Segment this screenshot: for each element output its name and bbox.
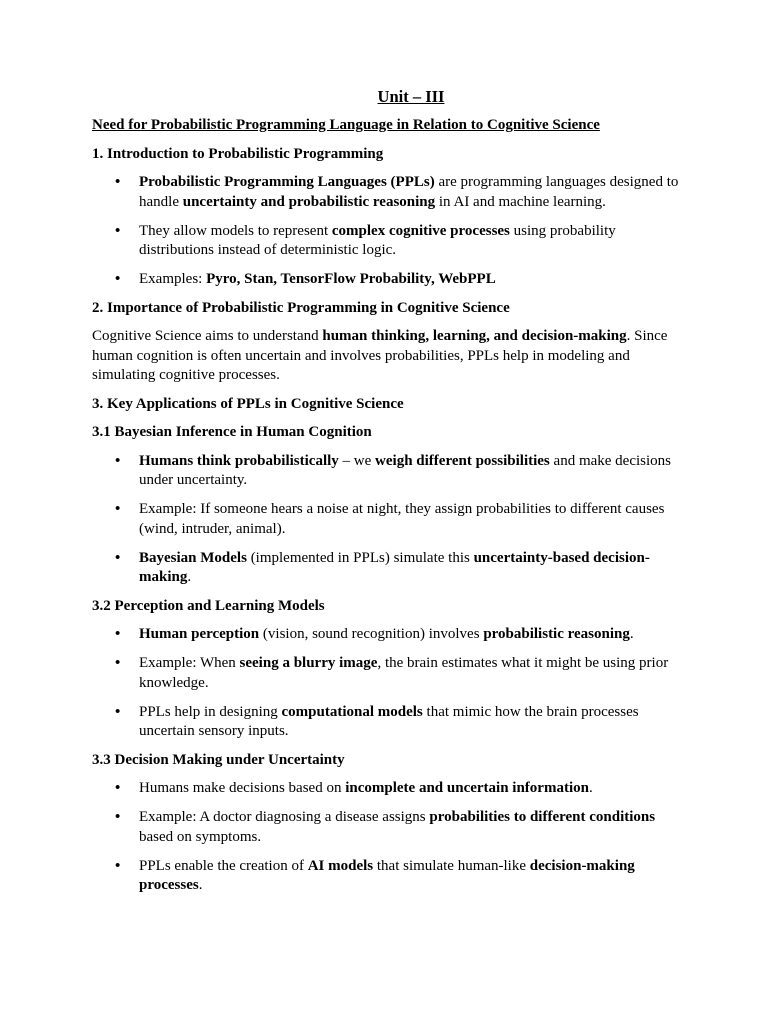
text-run: in AI and machine learning. bbox=[435, 193, 606, 210]
text-run: PPLs help in designing bbox=[139, 703, 282, 720]
bold-text: seeing a blurry image bbox=[239, 655, 378, 671]
text-run: They allow models to represent bbox=[139, 222, 332, 239]
bullet-list bbox=[92, 779, 682, 896]
list-item bbox=[92, 703, 682, 742]
text-run: Example: When bbox=[139, 655, 240, 671]
bold-text: probabilities to different conditions bbox=[429, 809, 656, 825]
bullet-list bbox=[92, 625, 682, 742]
text-run: . Since human cognition is often uncertain and involves probabilities, PPLs help in modeling and simulating cognitive processes. bbox=[92, 328, 668, 383]
bold-text: Probabilistic Programming Languages (PPLs) bbox=[139, 174, 435, 190]
text-run: Example: If someone hears a noise at night, they assign probabilities to different causes (wind, intruder, animal). bbox=[139, 501, 665, 537]
list-item bbox=[92, 500, 682, 539]
list-item bbox=[92, 857, 682, 896]
bold-text: Bayesian Models bbox=[139, 549, 247, 566]
text-run: Cognitive Science aims to understand bbox=[92, 328, 323, 344]
text-run: . bbox=[187, 569, 192, 585]
bullet-icon: • bbox=[115, 549, 121, 566]
text-run: that mimic how the brain processes uncertain sensory inputs. bbox=[139, 703, 639, 739]
list-item bbox=[92, 625, 682, 645]
section-heading: 3.3 Decision Making under Uncertainty bbox=[92, 751, 345, 768]
bold-text: probabilistic reasoning bbox=[483, 626, 630, 642]
bullet-icon: • bbox=[115, 703, 121, 720]
text-run: are programming languages designed to handle bbox=[139, 174, 679, 210]
text-run: – we bbox=[338, 452, 376, 469]
bold-text: Human perception bbox=[139, 626, 260, 642]
bullet-icon: • bbox=[115, 452, 121, 469]
section-paragraph bbox=[92, 327, 682, 386]
list-item bbox=[92, 808, 682, 847]
bold-text: AI models bbox=[307, 857, 374, 874]
text-run: based on symptoms. bbox=[139, 828, 262, 845]
bullet-icon: • bbox=[115, 655, 121, 671]
bold-text: uncertainty and probabilistic reasoning bbox=[182, 193, 436, 210]
bullet-icon: • bbox=[115, 501, 121, 517]
text-run: Humans make decisions based on bbox=[139, 780, 346, 796]
document-body bbox=[92, 145, 682, 896]
text-run: PPLs enable the creation of bbox=[139, 857, 308, 874]
text-run: . bbox=[629, 626, 634, 642]
bullet-icon: • bbox=[115, 780, 121, 796]
bullet-icon: • bbox=[115, 222, 121, 239]
bold-text: computational models bbox=[281, 703, 423, 720]
section-heading: 2. Importance of Probabilistic Programming in Cognitive Science bbox=[92, 299, 510, 316]
list-item bbox=[92, 452, 682, 491]
section-heading: 3. Key Applications of PPLs in Cognitive Science bbox=[92, 395, 404, 412]
text-run: that simulate human-like bbox=[373, 857, 530, 874]
bold-text: Pyro, Stan, TensorFlow Probability, WebPPL bbox=[206, 271, 496, 287]
text-run: using probability distributions instead of deterministic logic. bbox=[139, 222, 616, 258]
bullet-icon: • bbox=[115, 626, 121, 642]
text-run: . bbox=[588, 780, 593, 796]
document-page bbox=[92, 86, 682, 905]
section-heading: 3.1 Bayesian Inference in Human Cognition bbox=[92, 424, 372, 440]
bullet-list bbox=[92, 173, 682, 290]
list-item bbox=[92, 654, 682, 693]
text-run: . bbox=[198, 877, 203, 893]
bullet-icon: • bbox=[115, 809, 121, 825]
document-subtitle: Need for Probabilistic Programming Language in Relation to Cognitive Science bbox=[92, 117, 600, 133]
list-item bbox=[92, 222, 682, 261]
bold-text: complex cognitive processes bbox=[331, 222, 510, 239]
bullet-list bbox=[92, 452, 682, 588]
list-item bbox=[92, 270, 682, 290]
list-item bbox=[92, 173, 682, 212]
text-run: Example: A doctor diagnosing a disease assigns bbox=[139, 809, 430, 825]
text-run: (vision, sound recognition) involves bbox=[259, 626, 484, 642]
bullet-icon: • bbox=[115, 271, 121, 287]
bullet-icon: • bbox=[115, 857, 121, 874]
bold-text: Humans think probabilistically bbox=[139, 452, 339, 469]
text-run: and make decisions under uncertainty. bbox=[139, 452, 671, 488]
text-run: (implemented in PPLs) simulate this bbox=[246, 549, 474, 566]
bold-text: incomplete and uncertain information bbox=[345, 780, 589, 796]
bold-text: human thinking, learning, and decision-making bbox=[322, 328, 627, 344]
bold-text: weigh different possibilities bbox=[375, 452, 550, 469]
bold-text: uncertainty-based decision-making bbox=[139, 549, 650, 585]
list-item bbox=[92, 549, 682, 588]
section-heading: 3.2 Perception and Learning Models bbox=[92, 597, 325, 614]
bullet-icon: • bbox=[115, 174, 121, 190]
unit-title: Unit – III bbox=[377, 87, 445, 106]
text-run: Examples: bbox=[139, 271, 207, 287]
bold-text: decision-making processes bbox=[139, 857, 635, 893]
section-heading: 1. Introduction to Probabilistic Programming bbox=[92, 145, 384, 162]
list-item bbox=[92, 779, 682, 799]
text-run: , the brain estimates what it might be using prior knowledge. bbox=[139, 655, 669, 691]
